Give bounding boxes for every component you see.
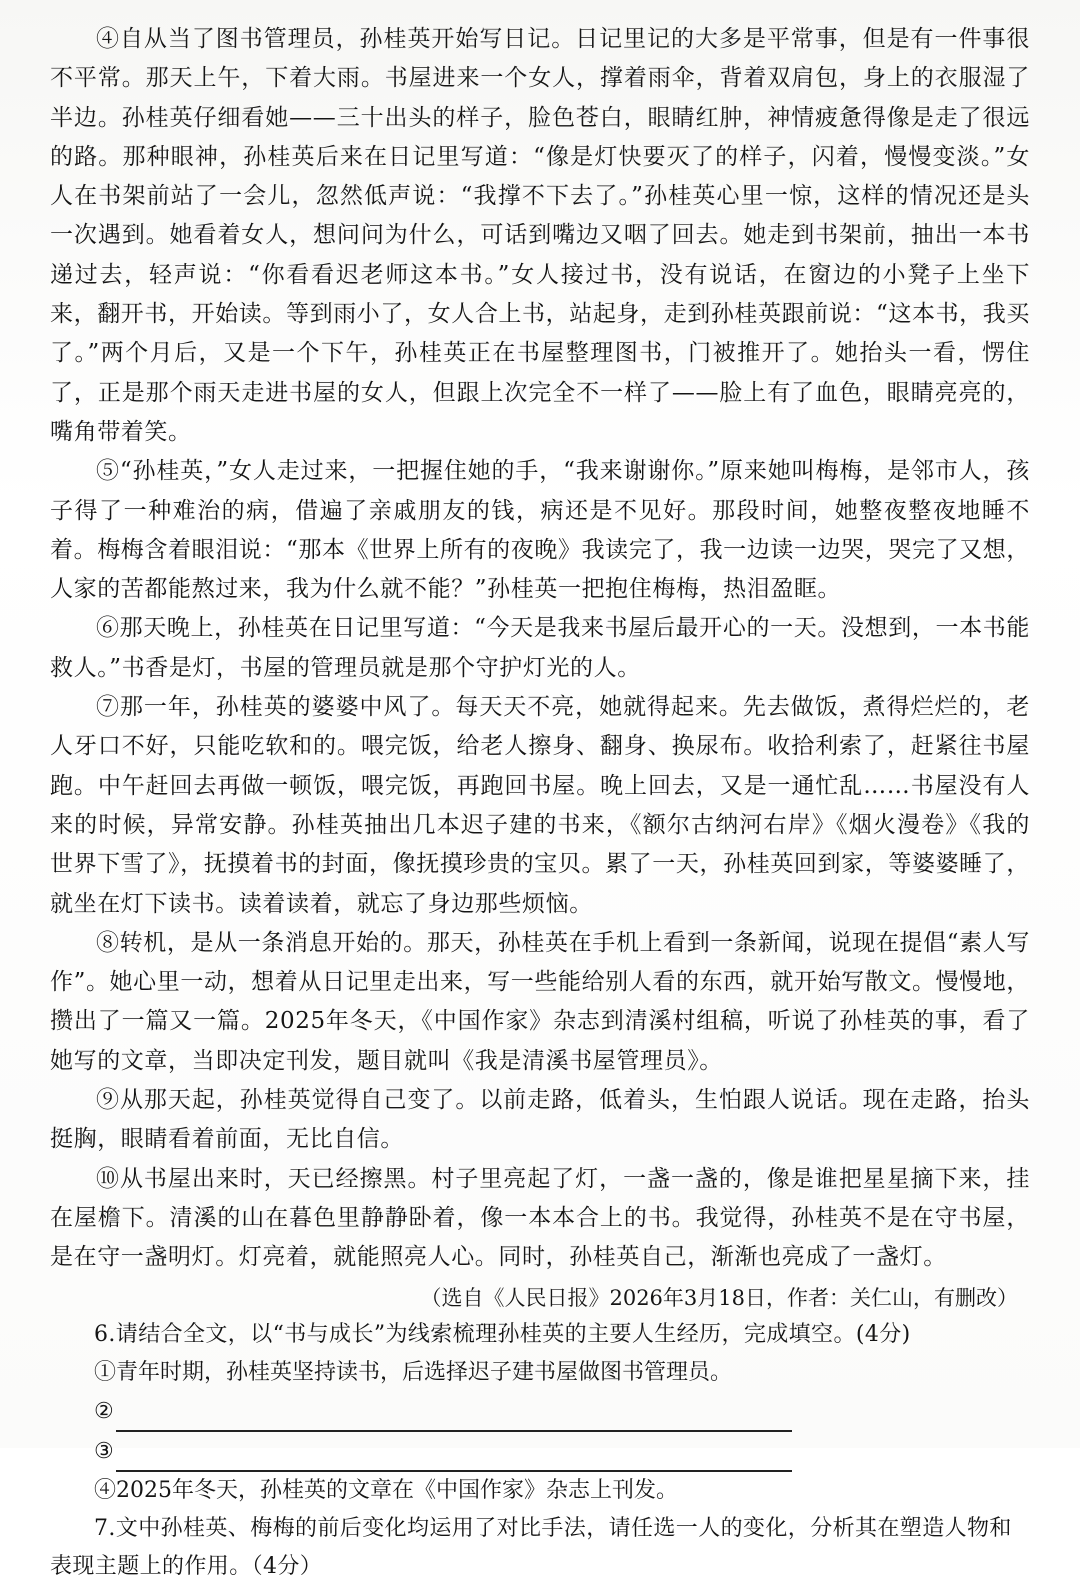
blank-2-label: ② — [94, 1398, 114, 1424]
question-6-prompt: 6.请结合全文，以“书与成长”为线索梳理孙桂英的主要人生经历，完成填空。(4分) — [94, 1321, 911, 1347]
article-source: （选自《人民日报》2026年3月18日，作者：关仁山，有删改） — [420, 1285, 1018, 1310]
paragraph-9: ⑨从那天起，孙桂英觉得自己变了。以前走路，低着头，生怕跟人说话。现在走路，抬头挺胸，眼睛看着前面，无比自信。 — [50, 1087, 1030, 1153]
paragraph-10: ⑩从书屋出来时，天已经擦黑。村子里亮起了灯，一盏一盏的，像是谁把星星摘下来，挂在屋檐下。清溪的山在暮色里静静卧着，像一本本合上的书。我觉得，孙桂英不是在守书屋，是在守一盏明灯。灯亮着，就能照亮人心。同时，孙桂英自己，渐渐也亮成了一盏灯。 — [50, 1165, 1030, 1271]
paragraph-4: ④自从当了图书管理员，孙桂英开始写日记。日记里记的大多是平常事，但是有一件事很不平常。那天上午，下着大雨。书屋进来一个女人，撑着雨伞，背着双肩包，身上的衣服湿了半边。孙桂英仔细看她——三十出头的样子，脸色苍白，眼睛红肿，神情疲惫得像是走了很远的路。那种眼神，孙桂英后来在日记里写道：“像是灯快要灭了的样子，闪着，慢慢变淡。”女人在书架前站了一会儿，忽然低声说：“我撑不下去了。”孙桂英心里一惊，这样的情况还是头一次遇到。她看着女人，想问问为什么，可话到嘴边又咽了回去。她走到书架前，抽出一本书递过去，轻声说：“你看看迟老师这本书。”女人接过书，没有说话，在窗边的小凳子上坐下来，翻开书，开始读。等到雨小了，女人合上书，站起身，走到孙桂英跟前说：“这本书，我买了。”两个月后，又是一个下午，孙桂英正在书屋整理图书，门被推开了。她抬头一看，愣住了，正是那个雨天走进书屋的女人，但跟上次完全不一样了——脸上有了血色，眼睛亮亮的，嘴角带着笑。 — [50, 26, 1030, 445]
paragraph-8: ⑧转机，是从一条消息开始的。那天，孙桂英在手机上看到一条新闻，说现在提倡“素人写作”。她心里一动，想着从日记里走出来，写一些能给别人看的东西，就开始写散文。慢慢地，攒出了一篇又一篇。2025年冬天，《中国作家》杂志到清溪村组稿，听说了孙桂英的事，看了她写的文章，当即决定刊发，题目就叫《我是清溪书屋管理员》。 — [50, 929, 1030, 1074]
paragraph-7: ⑦那一年，孙桂英的婆婆中风了。每天天不亮，她就得起来。先去做饭，煮得烂烂的，老人牙口不好，只能吃软和的。喂完饭，给老人擦身、翻身、换尿布。收拾利索了，赶紧往书屋跑。中午赶回去再做一顿饭，喂完饭，再跑回书屋。晚上回去，又是一通忙乱……书屋没有人来的时候，异常安静。孙桂英抽出几本迟子建的书来，《额尔古纳河右岸》《烟火漫卷》《我的世界下雪了》，抚摸着书的封面，像抚摸珍贵的宝贝。累了一天，孙桂英回到家，等婆婆睡了，就坐在灯下读书。读着读着，就忘了身边那些烦恼。 — [50, 694, 1030, 917]
question-7-prompt: 7.文中孙桂英、梅梅的前后变化均运用了对比手法，请任选一人的变化，分析其在塑造人物和表现主题上的作用。（4分） — [50, 1515, 1012, 1579]
question-6-blank-2[interactable] — [50, 1392, 1030, 1432]
question-6-item-1: ①青年时期，孙桂英坚持读书，后选择迟子建书屋做图书管理员。 — [94, 1359, 733, 1385]
answer-line-2[interactable] — [116, 1404, 792, 1432]
question-6-item-4: ④2025年冬天，孙桂英的文章在《中国作家》杂志上刊发。 — [94, 1477, 678, 1503]
paragraph-5: ⑤“孙桂英，”女人走过来，一把握住她的手，“我来谢谢你。”原来她叫梅梅，是邻市人，孩子得了一种难治的病，借遍了亲戚朋友的钱，病还是不见好。那段时间，她整夜整夜地睡不着。梅梅含着眼泪说：“那本《世界上所有的夜晚》我读完了，我一边读一边哭，哭完了又想，人家的苦都能熬过来，我为什么就不能？”孙桂英一把抱住梅梅，热泪盈眶。 — [50, 458, 1030, 603]
blank-3-label: ③ — [94, 1438, 114, 1464]
question-6-blank-3[interactable] — [50, 1432, 1030, 1472]
paragraph-6: ⑥那天晚上，孙桂英在日记里写道：“今天是我来书屋后最开心的一天。没想到，一本书能救人。”书香是灯，书屋的管理员就是那个守护灯光的人。 — [50, 615, 1030, 681]
